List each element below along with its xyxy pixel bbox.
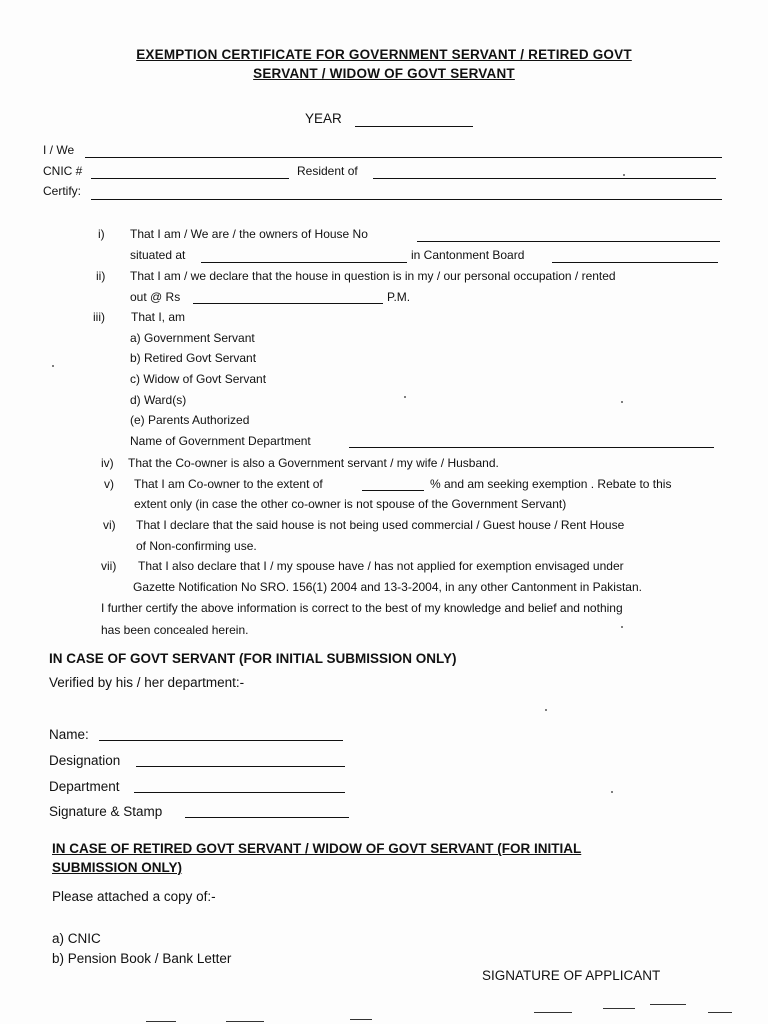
verifier-name-field[interactable]: [99, 740, 343, 741]
item-v-number: v): [104, 477, 114, 491]
scan-speck: [404, 396, 406, 398]
co-owner-extent-field[interactable]: [362, 490, 424, 491]
further-certify-line2: has been concealed herein.: [101, 623, 249, 637]
option-government-servant: a) Government Servant: [130, 331, 255, 345]
government-department-field[interactable]: [349, 447, 714, 448]
scan-edge-mark: [146, 1021, 176, 1022]
item-vi-number: vi): [103, 518, 116, 532]
signature-stamp-field[interactable]: [185, 817, 349, 818]
item-iv-text: That the Co-owner is also a Government servant / my wife / Husband.: [128, 456, 499, 470]
scan-speck: [621, 626, 623, 628]
option-widow: c) Widow of Govt Servant: [130, 372, 267, 386]
item-v-text-a: That I am Co-owner to the extent of: [134, 477, 323, 491]
year-label: YEAR: [305, 111, 342, 126]
designation-label: Designation: [49, 753, 121, 768]
cantonment-board-field[interactable]: [552, 262, 718, 263]
situated-label: situated at: [130, 248, 186, 262]
option-parents-authorized: (e) Parents Authorized: [130, 413, 250, 427]
signature-stamp-label: Signature & Stamp: [49, 804, 163, 819]
situated-field[interactable]: [201, 262, 407, 263]
certificate-title-line1: EXEMPTION CERTIFICATE FOR GOVERNMENT SERVANT / RETIRED GOVT: [136, 47, 632, 62]
verifier-name-label: Name:: [49, 727, 89, 742]
item-vii-text: That I also declare that I / my spouse have / has not applied for exemption envisaged under: [138, 559, 624, 573]
option-retired-govt-servant: b) Retired Govt Servant: [130, 351, 257, 365]
scan-speck: [545, 709, 547, 711]
scan-speck: [52, 365, 54, 367]
designation-field[interactable]: [136, 766, 345, 767]
department-label: Department: [49, 779, 120, 794]
item-vii-text-2: Gazette Notification No SRO. 156(1) 2004 and 13-3-2004, in any other Cantonment in Pakistan.: [133, 580, 642, 594]
resident-field[interactable]: [373, 178, 716, 179]
scan-speck: [623, 174, 625, 176]
item-iii-number: iii): [93, 310, 105, 324]
house-no-field[interactable]: [417, 241, 720, 242]
scan-edge-mark: [603, 1008, 635, 1009]
item-ii-number: ii): [96, 269, 106, 283]
certificate-title-line2: SERVANT / WIDOW OF GOVT SERVANT: [253, 66, 515, 81]
scan-speck: [611, 791, 613, 793]
department-field[interactable]: [134, 792, 345, 793]
cnic-label: CNIC #: [43, 164, 83, 178]
scan-edge-mark: [650, 1004, 686, 1005]
item-iv-number: iv): [101, 456, 114, 470]
item-v-text-c: extent only (in case the other co-owner is not spouse of the Government Servant): [134, 497, 567, 511]
cnic-field[interactable]: [91, 178, 289, 179]
cantonment-board-label: in Cantonment Board: [411, 248, 525, 262]
certify-field[interactable]: [91, 199, 722, 200]
scan-speck: [621, 401, 623, 403]
item-vii-number: vii): [101, 559, 117, 573]
item-i-text: That I am / We are / the owners of House No: [130, 227, 368, 241]
scan-edge-mark: [708, 1012, 732, 1013]
resident-label: Resident of: [297, 164, 358, 178]
item-v-text-b: % and am seeking exemption . Rebate to this: [430, 477, 672, 491]
certify-label: Certify:: [43, 184, 82, 198]
retired-heading-line2: SUBMISSION ONLY): [52, 860, 183, 875]
govt-servant-heading: IN CASE OF GOVT SERVANT (FOR INITIAL SUBMISSION ONLY): [49, 651, 457, 666]
scan-edge-mark: [534, 1012, 572, 1013]
government-department-label: Name of Government Department: [130, 434, 311, 448]
per-month-label: P.M.: [387, 290, 411, 304]
year-field[interactable]: [355, 126, 473, 127]
rent-out-label: out @ Rs: [130, 290, 181, 304]
rent-amount-field[interactable]: [193, 303, 383, 304]
scan-edge-mark: [226, 1021, 264, 1022]
scan-edge-mark: [350, 1019, 372, 1020]
retired-heading-line1: IN CASE OF RETIRED GOVT SERVANT / WIDOW OF GOVT SERVANT (FOR INITIAL: [52, 841, 582, 856]
iwe-field[interactable]: [85, 157, 722, 158]
option-wards: d) Ward(s): [130, 393, 187, 407]
item-iii-text: That I, am: [131, 310, 186, 324]
signature-of-applicant-label: SIGNATURE OF APPLICANT: [482, 968, 661, 983]
iwe-label: I / We: [43, 143, 75, 157]
item-vi-text-2: of Non-confirming use.: [136, 539, 257, 553]
verified-by-label: Verified by his / her department:-: [49, 675, 245, 690]
further-certify-line1: I further certify the above information is correct to the best of my knowledge and belief and nothing: [101, 601, 623, 615]
item-ii-text: That I am / we declare that the house in question is in my / our personal occupation / rented: [130, 269, 616, 283]
attachment-cnic: a) CNIC: [52, 931, 101, 946]
attachment-pension-book: b) Pension Book / Bank Letter: [52, 951, 232, 966]
attach-copy-label: Please attached a copy of:-: [52, 889, 216, 904]
item-vi-text: That I declare that the said house is not being used commercial / Guest house / Rent House: [136, 518, 625, 532]
item-i-number: i): [98, 227, 105, 241]
